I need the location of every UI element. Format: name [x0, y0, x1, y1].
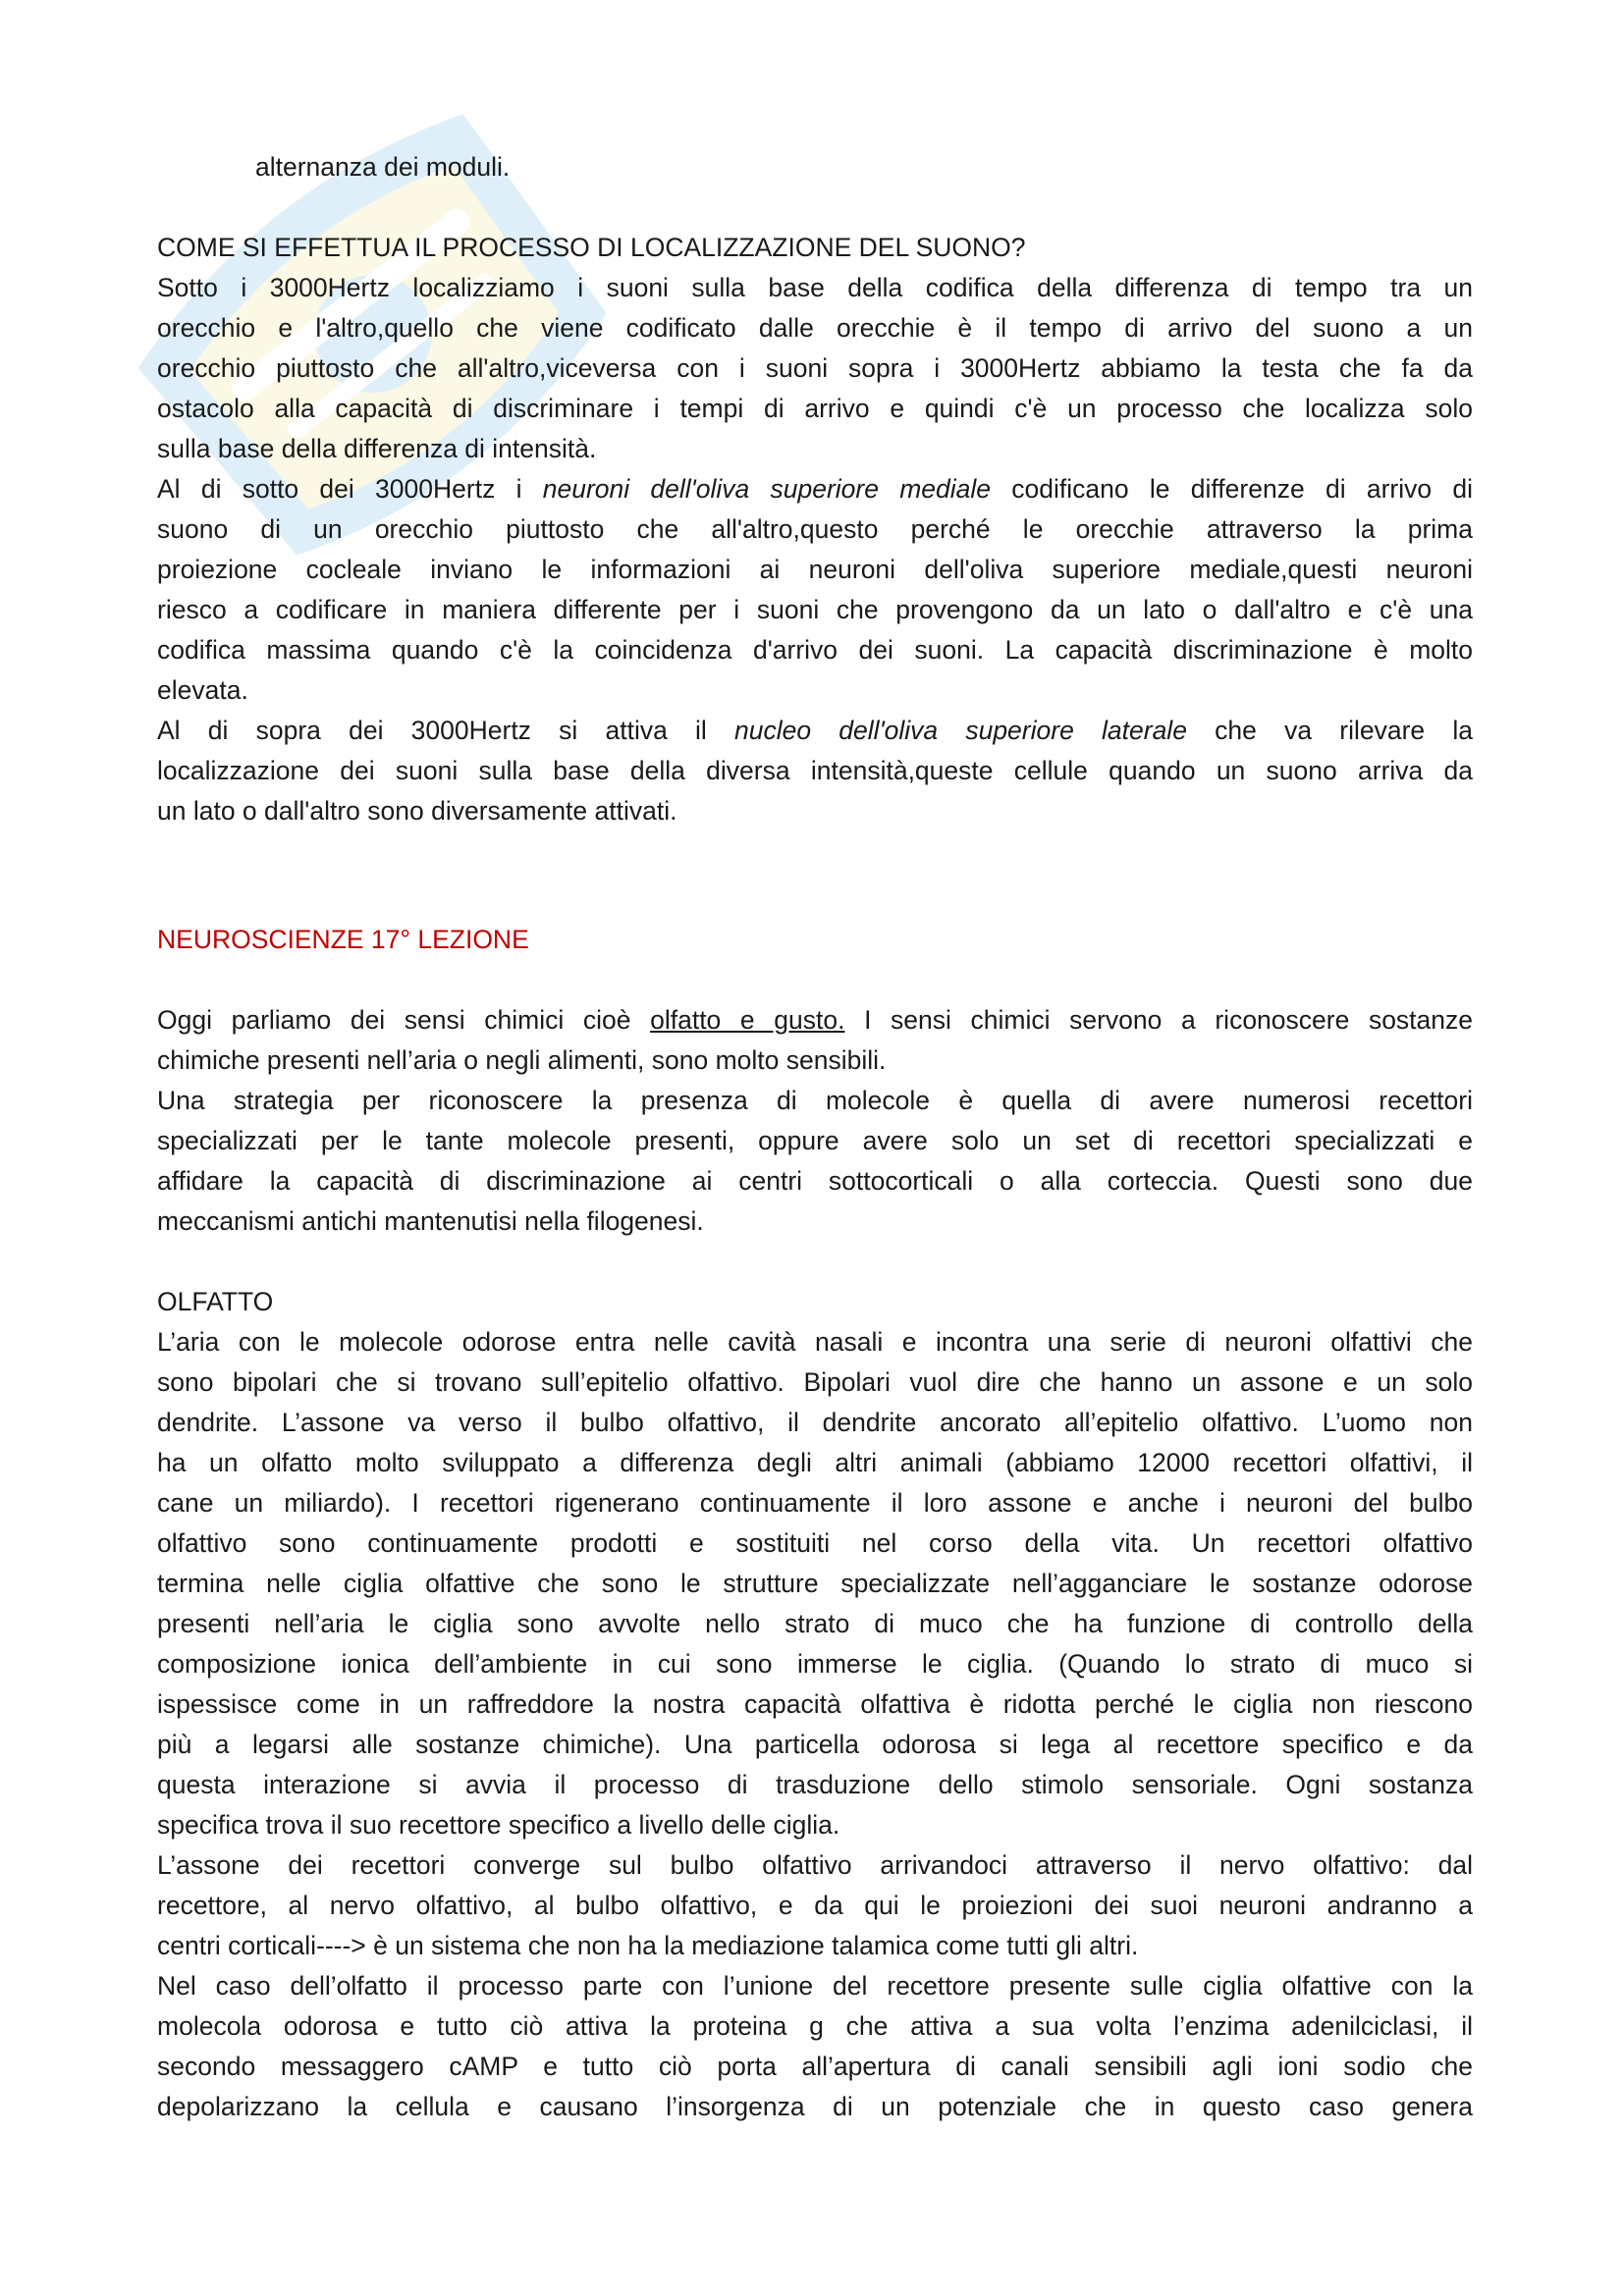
text-line: Una strategia per riconoscere la presenza di molecole è quella di avere numerosi recettori: [157, 1086, 1473, 1115]
text-line: orecchio e l'altro,quello che viene codificato dalle orecchie è il tempo di arrivo del suono a un: [157, 313, 1473, 343]
text-line: olfattivo sono continuamente prodotti e sostituiti nel corso della vita. Un recettori olfattivo: [157, 1528, 1473, 1558]
text-line: ispessisce come in un raffreddore la nostra capacità olfattiva è ridotta perché le ciglia non riescono: [157, 1689, 1473, 1719]
paragraph-localization-1: [157, 268, 1473, 469]
text-line: molecola odorosa e tutto ciò attiva la proteina g che attiva a sua volta l’enzima adenilciclasi, il: [157, 2011, 1473, 2041]
lesson-heading: NEUROSCIENZE 17° LEZIONE: [157, 925, 529, 954]
text-line: centri corticali----> è un sistema che non ha la mediazione talamica come tutti gli altri.: [157, 1931, 1139, 1960]
text-line: elevata.: [157, 675, 248, 705]
text-line: ha un olfatto molto sviluppato a differenza degli altri animali (abbiamo 12000 recettori olfattivi, il: [157, 1448, 1473, 1477]
text-line: localizzazione dei suoni sulla base della diversa intensità,queste cellule quando un suono arriva da: [157, 756, 1473, 785]
text-line: termina nelle ciglia olfattive che sono le strutture specializzate nell’agganciare le sostanze odorose: [157, 1569, 1473, 1598]
text-line: codifica massima quando c'è la coincidenza d'arrivo dei suoni. La capacità discriminazione è molto: [157, 635, 1473, 665]
text-line: presenti nell’aria le ciglia sono avvolte nello strato di muco che ha funzione di controllo della: [157, 1609, 1473, 1638]
text-line: affidare la capacità di discriminazione ai centri sottocorticali o alla corteccia. Questi sono due: [157, 1166, 1473, 1196]
text-line: proiezione cocleale inviano le informazioni ai neuroni dell'oliva superiore mediale,questi neuroni: [157, 555, 1473, 584]
text-line: questa interazione si avvia il processo di trasduzione dello stimolo sensoriale. Ogni sostanza: [157, 1770, 1473, 1799]
text-line: L’aria con le molecole odorose entra nelle cavità nasali e incontra una serie di neuroni olfattivi che: [157, 1327, 1473, 1357]
text-line: più a legarsi alle sostanze chimiche). Una particella odorosa si lega al recettore specifico e da: [157, 1730, 1473, 1759]
text-line: depolarizzano la cellula e causano l’insorgenza di un potenziale che in questo caso genera: [157, 2092, 1473, 2121]
document-page: [157, 147, 1473, 2127]
text-line: chimiche presenti nell’aria o negli alimenti, sono molto sensibili.: [157, 1045, 887, 1075]
text-line: dendrite. L’assone va verso il bulbo olfattivo, il dendrite ancorato all’epitelio olfattivo. L’uomo non: [157, 1408, 1473, 1437]
text-line: un lato o dall'altro sono diversamente attivati.: [157, 796, 677, 826]
paragraph-olfatto-2: [157, 1845, 1473, 1966]
paragraph-chemical-senses-1: [157, 1000, 1473, 1081]
continuation-line: alternanza dei moduli.: [255, 152, 511, 182]
text-line: specifica trova il suo recettore specifico a livello delle ciglia.: [157, 1810, 840, 1840]
text-line: ostacolo alla capacità di discriminare i tempi di arrivo e quindi c'è un processo che localizza solo: [157, 394, 1473, 423]
text-line: secondo messaggero cAMP e tutto ciò porta all’apertura di canali sensibili agli ioni sodio che: [157, 2052, 1473, 2081]
text-line: orecchio piuttosto che all'altro,viceversa con i suoni sopra i 3000Hertz abbiamo la testa che fa da: [157, 353, 1473, 383]
text-line: L’assone dei recettori converge sul bulbo olfattivo arrivandoci attraverso il nervo olfattivo: dal: [157, 1850, 1473, 1880]
text-line: riesco a codificare in maniera differente per i suoni che provengono da un lato o dall'altro e c'è una: [157, 595, 1473, 624]
text-line: recettore, al nervo olfattivo, al bulbo olfattivo, e da qui le proiezioni dei suoi neuroni andranno a: [157, 1891, 1473, 1920]
text-line: Al di sotto dei 3000Hertz i neuroni dell'oliva superiore mediale codificano le differenze di arrivo di: [157, 474, 1473, 504]
text-line: Nel caso dell’olfatto il processo parte con l’unione del recettore presente sulle ciglia olfattive con la: [157, 1971, 1473, 2001]
text-line: meccanismi antichi mantenutisi nella filogenesi.: [157, 1206, 704, 1236]
section-heading-localization: COME SI EFFETTUA IL PROCESSO DI LOCALIZZAZIONE DEL SUONO?: [157, 233, 1026, 262]
underlined-term: olfatto e gusto.: [650, 1005, 845, 1035]
text-line: cane un miliardo). I recettori rigenerano continuamente il loro assone e anche i neuroni del bulbo: [157, 1488, 1473, 1518]
text-line: Sotto i 3000Hertz localizziamo i suoni sulla base della codifica della differenza di tempo tra un: [157, 273, 1473, 302]
paragraph-chemical-senses-2: [157, 1081, 1473, 1242]
paragraph-olfatto-1: [157, 1322, 1473, 1845]
paragraph-localization-3: [157, 711, 1473, 831]
text-line: Al di sopra dei 3000Hertz si attiva il nucleo dell'oliva superiore laterale che va rilevare la: [157, 716, 1473, 745]
paragraph-localization-2: [157, 469, 1473, 711]
text-line: specializzati per le tante molecole presenti, oppure avere solo un set di recettori specializzati e: [157, 1126, 1473, 1155]
italic-term-lateral-olive: nucleo dell'oliva superiore laterale: [734, 716, 1187, 745]
text-line: Oggi parliamo dei sensi chimici cioè olfatto e gusto. I sensi chimici servono a riconoscere sostanze: [157, 1005, 1474, 1035]
section-heading-olfatto: OLFATTO: [157, 1287, 274, 1316]
paragraph-olfatto-3: [157, 1966, 1473, 2127]
text-line: sono bipolari che si trovano sull’epitelio olfattivo. Bipolari vuol dire che hanno un assone e un solo: [157, 1367, 1473, 1397]
text-line: sulla base della differenza di intensità.: [157, 434, 597, 463]
italic-term-medial-olive: neuroni dell'oliva superiore mediale: [542, 474, 992, 504]
text-line: suono di un orecchio piuttosto che all'altro,questo perché le orecchie attraverso la prima: [157, 514, 1473, 544]
text-line: composizione ionica dell’ambiente in cui sono immerse le ciglia. (Quando lo strato di muco si: [157, 1649, 1473, 1679]
